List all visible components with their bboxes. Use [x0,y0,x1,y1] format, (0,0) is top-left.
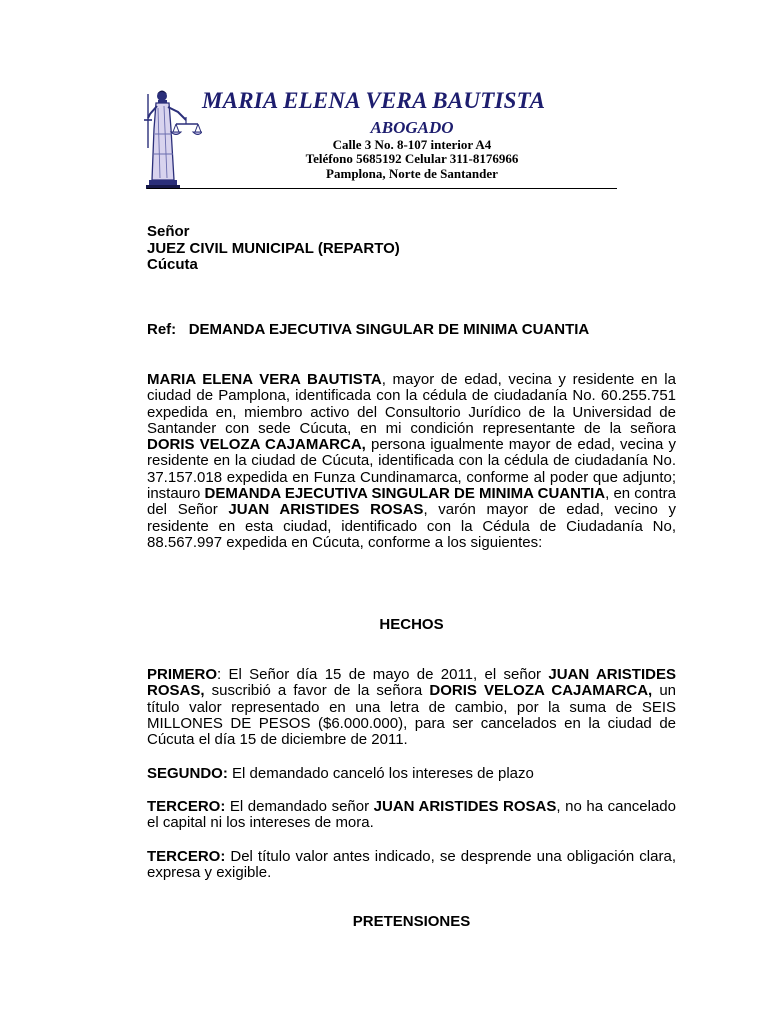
intro-paragraph [147,372,676,551]
primero-text-a: : El Señor día 15 de mayo de 2011, el señor [217,666,549,683]
tercero-text-b: , no ha cancelado el capital ni los intereses de mora. [147,798,676,832]
salutation: Señor [147,223,190,240]
pretensiones-heading: PRETENSIONES [352,913,471,930]
hecho-primero [147,667,676,748]
recipient-judge: JUEZ CIVIL MUNICIPAL (REPARTO) [147,240,400,257]
cuarto-label: TERCERO: [147,848,226,865]
phone: Teléfono 5685192 Celular 311-8176966 [305,151,519,166]
hechos-heading: HECHOS [379,616,444,633]
primero-label: PRIMERO [147,666,218,683]
lawyer-name: MARIA ELENA VERA BAUTISTA [202,88,546,113]
hecho-segundo [147,766,676,782]
primero-client: DORIS VELOZA CAJAMARCA, [429,682,653,700]
intro-name: MARIA ELENA VERA BAUTISTA [147,371,382,388]
intro-text-1: , mayor de edad, vecina y residente en la ciudad de Pamplona, identificada con la cédula de ciudadanía No. 60.255.751 expedida en, miembro activo del Consultorio Jurídico de la Universidad de Santander con sede Cúcuta, en mi condición representante de la señora [147,371,676,437]
tercero-text-a: El demandado señor [225,798,374,815]
recipient-city: Cúcuta [147,256,198,273]
hecho-tercero [147,799,676,832]
hecho-cuarto [147,849,676,882]
lady-justice-icon [140,84,202,190]
intro-text-3: , en contra del Señor [147,485,676,519]
intro-client: DORIS VELOZA CAJAMARCA, [147,436,366,454]
reference [147,322,676,338]
reference-text: DEMANDA EJECUTIVA SINGULAR DE MINIMA CUANTIA [188,321,590,338]
cuarto-text: Del título valor antes indicado, se desprende una obligación clara, expresa y exigible. [147,848,676,882]
primero-text-b: suscribió a favor de la señora [204,682,430,700]
address: Calle 3 No. 8-107 interior A4 [332,137,492,152]
intro-action: DEMANDA EJECUTIVA SINGULAR DE MINIMA CUANTIA [204,485,606,503]
primero-name: JUAN ARISTIDES ROSAS, [147,666,676,700]
tercero-name: JUAN ARISTIDES ROSAS [373,798,557,815]
reference-label: Ref: [147,321,177,338]
intro-defendant: JUAN ARISTIDES ROSAS [228,501,424,519]
header-divider [147,188,617,189]
city: Pamplona, Norte de Santander [326,166,498,181]
lawyer-title: ABOGADO [370,118,454,137]
intro-text-4: , varón mayor de edad, vecino y residente en esta ciudad, identificado con la Cédula de Ciudadanía No, 88.567.997 expedida en Cúcuta, conforme a los siguientes: [147,501,676,551]
segundo-text: El demandado canceló los intereses de plazo [227,765,534,782]
intro-text-2: persona igualmente mayor de edad, vecina y residente en la ciudad de Cúcuta, identificada con la cédula de ciudadanía No. 37.157.018 expedida en Funza Cundinamarca, conforme al poder que adjunto; instauro [147,436,677,503]
primero-text-c: un título valor representado en una letra de cambio, por la suma de SEIS MILLONES DE PESOS ($6.000.000), para ser cancelados en la ciudad de Cúcuta el día 15 de diciembre de 2011. [147,682,677,749]
segundo-label: SEGUNDO: [147,765,228,782]
tercero-label: TERCERO: [147,798,226,815]
